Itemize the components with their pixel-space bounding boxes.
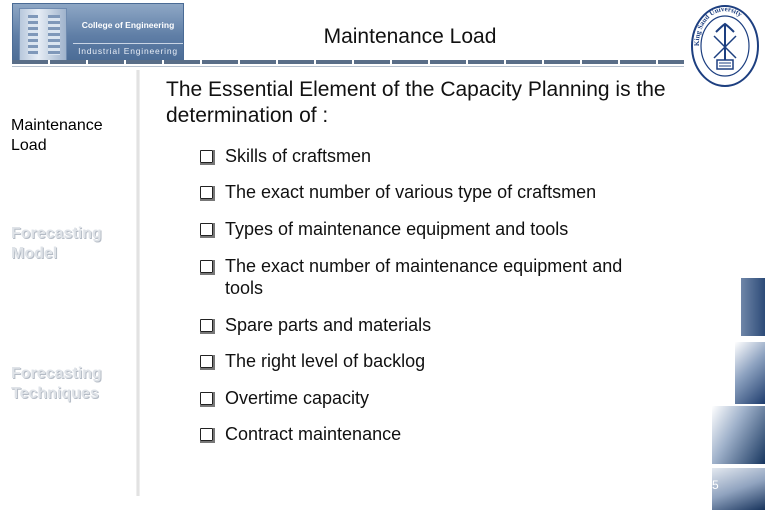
list-item xyxy=(200,218,680,240)
sidebar-divider xyxy=(136,70,140,496)
university-seal-icon xyxy=(686,2,764,96)
header-divider-thin xyxy=(12,66,684,67)
building-icon xyxy=(19,8,67,62)
list-item xyxy=(200,350,680,372)
sidebar-item-forecasting-techniques[interactable]: Forecasting Techniques xyxy=(11,365,102,402)
decorative-bar xyxy=(712,406,765,464)
list-item xyxy=(200,255,650,299)
decorative-bar xyxy=(741,278,765,336)
list-item xyxy=(200,145,680,167)
checkbox-bullet-icon xyxy=(200,150,213,163)
checkbox-bullet-icon xyxy=(200,428,213,441)
list-item-text: The right level of backlog xyxy=(225,351,426,371)
sidebar-item-maintenance-load[interactable]: Maintenance Load xyxy=(11,117,103,154)
page-title: Maintenance Load xyxy=(323,25,497,48)
checkbox-bullet-icon xyxy=(200,319,213,332)
list-item-text: Spare parts and materials xyxy=(225,315,432,335)
logo-college-text: College of Engineering xyxy=(81,20,175,30)
checkbox-bullet-icon xyxy=(200,392,213,405)
logo-department-text: Industrial Engineering xyxy=(73,43,183,56)
seal-text: King Saud University xyxy=(692,5,744,47)
decorative-bar xyxy=(735,342,765,404)
checkbox-bullet-icon xyxy=(200,186,213,199)
list-item-text: Types of maintenance equipment and tools xyxy=(225,219,569,239)
content-heading: The Essential Element of the Capacity Planning is the determination of : xyxy=(166,78,666,127)
list-item-text: The exact number of various type of craftsmen xyxy=(225,182,597,202)
header-divider xyxy=(12,60,684,64)
checkbox-bullet-icon xyxy=(200,260,213,273)
list-item-text: The exact number of maintenance equipment and tools xyxy=(225,256,623,298)
checkbox-bullet-icon xyxy=(200,355,213,368)
list-item-text: Contract maintenance xyxy=(225,424,402,444)
list-item xyxy=(200,387,680,409)
decorative-bar xyxy=(712,468,765,510)
list-item xyxy=(200,314,680,336)
college-logo xyxy=(12,3,184,63)
page-number: 5 xyxy=(712,478,719,492)
list-item-text: Skills of craftsmen xyxy=(225,146,372,166)
list-item xyxy=(200,423,680,445)
list-item xyxy=(200,181,680,203)
sidebar-item-forecasting-model[interactable]: Forecasting Model xyxy=(11,225,102,262)
list-item-text: Overtime capacity xyxy=(225,388,370,408)
checkbox-bullet-icon xyxy=(200,223,213,236)
